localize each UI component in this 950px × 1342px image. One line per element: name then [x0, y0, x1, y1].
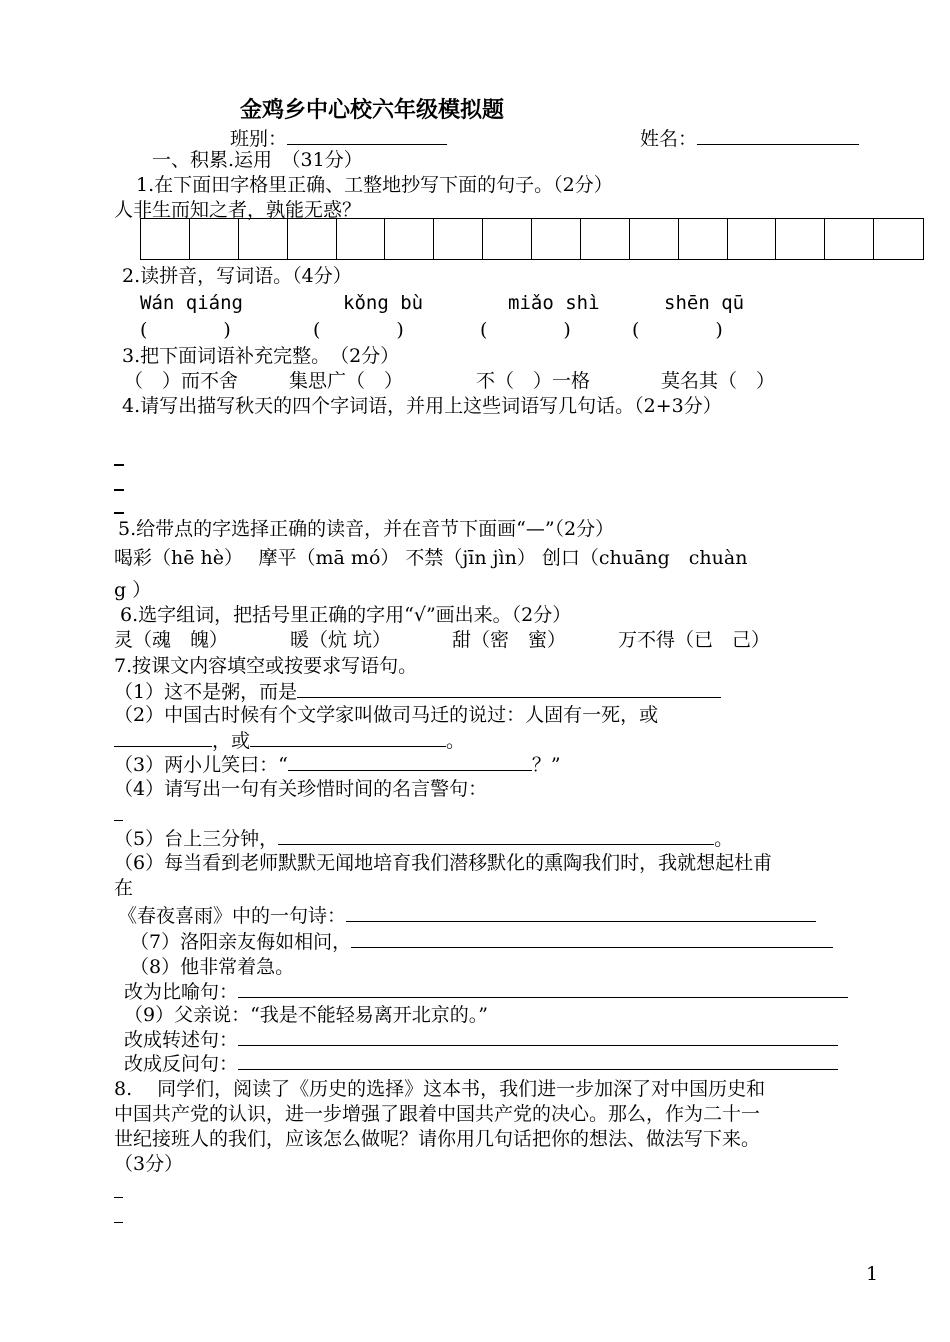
q7-item-3-text: （3）两小儿笑曰：“	[114, 754, 288, 776]
q7-item-3-end: ？”	[531, 754, 561, 776]
q7-item-9c-text: 改成反问句：	[124, 1053, 239, 1075]
question-6: 6.选字组词，把括号里正确的字用“√”画出来。（2分）	[120, 604, 572, 626]
answer-line[interactable]	[114, 512, 124, 514]
answer-bracket[interactable]: ( )	[632, 319, 723, 341]
answer-line[interactable]	[114, 1222, 123, 1223]
answer-line[interactable]	[114, 464, 124, 466]
grid-cell[interactable]	[776, 219, 825, 259]
answer-blank[interactable]	[238, 979, 848, 998]
q7-item-2b-end: 。	[446, 730, 466, 752]
idiom-item[interactable]: 莫名其（ ）	[661, 370, 776, 392]
grid-cell[interactable]	[483, 219, 532, 259]
idiom-item[interactable]: 集思广（ ）	[289, 370, 404, 392]
pinyin-4: shēn qū	[664, 292, 745, 314]
pinyin-2: kǒng bù	[343, 292, 424, 314]
grid-cell[interactable]	[874, 219, 923, 259]
idiom-item[interactable]: 不（ ）一格	[476, 370, 591, 392]
grid-cell[interactable]	[434, 219, 483, 259]
grid-cell[interactable]	[288, 219, 337, 259]
q7-item-1-text: （1）这不是粥，而是	[114, 681, 298, 703]
answer-blank[interactable]	[114, 728, 212, 747]
q7-item-9c	[124, 1051, 838, 1076]
q7-item-7	[130, 929, 833, 954]
answer-blank[interactable]	[297, 679, 721, 698]
choice-item[interactable]: 灵（魂 魄）	[114, 629, 229, 651]
grid-cell[interactable]	[825, 219, 874, 259]
q7-item-6b: 在	[114, 877, 134, 899]
question-4: 4.请写出描写秋天的四个字词语，并用上这些词语写几句话。（2+3分）	[122, 395, 722, 417]
question-8-line4: （3分）	[114, 1153, 184, 1175]
writing-grid[interactable]	[140, 218, 924, 260]
answer-blank[interactable]	[288, 752, 532, 771]
name-field	[640, 126, 859, 151]
question-8-line1: 8. 同学们，阅读了《历史的选择》这本书，我们进一步加深了对中国历史和	[114, 1078, 766, 1100]
answer-blank[interactable]	[250, 728, 446, 747]
answer-bracket[interactable]: ( )	[313, 319, 404, 341]
grid-cell[interactable]	[190, 219, 239, 259]
pinyin-1: Wán qiáng	[140, 292, 243, 314]
question-7: 7.按课文内容填空或按要求写语句。	[114, 655, 418, 677]
question-2: 2.读拼音，写词语。（4分）	[122, 265, 352, 287]
q7-item-5	[114, 826, 733, 851]
q7-item-2a: （2）中国古时候有个文学家叫做司马迁的说过：人固有一死，或	[114, 704, 659, 726]
q7-item-9: （9）父亲说：“我是不能轻易离开北京的。”	[124, 1004, 489, 1026]
grid-cell[interactable]	[581, 219, 630, 259]
class-blank[interactable]	[287, 126, 447, 145]
q7-item-2b-mid: ，或	[212, 730, 251, 752]
name-blank[interactable]	[697, 126, 859, 145]
grid-cell[interactable]	[337, 219, 386, 259]
choice-item[interactable]: 甜（密 蜜）	[452, 629, 567, 651]
answer-blank[interactable]	[238, 1051, 838, 1070]
q7-item-8: （8）他非常着急。	[130, 956, 295, 978]
question-8-line3: 世纪接班人的我们，应该怎么做呢？请你用几句话把你的想法、做法写下来。	[114, 1128, 761, 1150]
answer-blank[interactable]	[351, 929, 833, 948]
q7-item-8b-text: 改为比喻句：	[124, 981, 239, 1003]
page-number: 1	[866, 1263, 879, 1285]
idiom-item[interactable]: （ ）而不舍	[124, 370, 239, 392]
question-8-line2: 中国共产党的认识，进一步增强了跟着中国共产党的决心。那么，作为二十一	[114, 1103, 761, 1125]
answer-blank[interactable]	[346, 903, 816, 922]
choice-item[interactable]: 万不得（已 己）	[618, 629, 771, 651]
question-5-line1: 喝彩（hē hè） 摩平（mā mó） 不禁（jīn jìn） 创口（chuāng chuàn	[114, 547, 748, 569]
grid-cell[interactable]	[141, 219, 190, 259]
q7-item-4: （4）请写出一句有关珍惜时间的名言警句：	[114, 778, 488, 800]
question-5-line2: g ）	[114, 579, 152, 601]
answer-line[interactable]	[114, 820, 123, 821]
grid-cell[interactable]	[679, 219, 728, 259]
grid-cell[interactable]	[385, 219, 434, 259]
q7-item-2b	[114, 728, 465, 753]
q7-item-9b	[124, 1027, 838, 1052]
answer-bracket[interactable]: ( )	[480, 319, 571, 341]
question-1: 1.在下面田字格里正确、工整地抄写下面的句子。（2分）	[136, 174, 613, 196]
name-label: 姓名：	[640, 128, 698, 150]
pinyin-3: miǎo shì	[508, 292, 600, 314]
choice-item[interactable]: 暖（炕 坑）	[290, 629, 392, 651]
q7-item-5-text: （5）台上三分钟，	[114, 828, 279, 850]
grid-cell[interactable]	[728, 219, 777, 259]
q7-item-6a: （6）每当看到老师默默无闻地培育我们潜移默化的熏陶我们时，我就想起杜甫	[114, 852, 773, 874]
answer-bracket[interactable]: ( )	[140, 319, 231, 341]
section-heading: 一、积累.运用 （31分）	[152, 149, 363, 171]
answer-line[interactable]	[114, 1197, 123, 1198]
q7-item-7-text: （7）洛阳亲友侮如相问，	[130, 931, 352, 953]
q7-item-1	[114, 679, 721, 704]
class-label: 班别：	[230, 128, 288, 150]
answer-line[interactable]	[114, 489, 124, 491]
question-1-sentence: 人非生而知之者，孰能无惑？	[114, 199, 362, 221]
q7-item-3	[114, 752, 561, 777]
page-title: 金鸡乡中心校六年级模拟题	[240, 97, 505, 123]
q7-item-8b	[124, 979, 848, 1004]
grid-cell[interactable]	[630, 219, 679, 259]
grid-cell[interactable]	[239, 219, 288, 259]
q7-item-6c	[118, 903, 816, 928]
question-5: 5.给带点的字选择正确的读音，并在音节下面画“—”（2分）	[118, 518, 615, 540]
q7-item-5-end: 。	[714, 828, 734, 850]
q7-item-9b-text: 改成转述句：	[124, 1029, 239, 1051]
question-3: 3.把下面词语补充完整。 （2分）	[122, 345, 400, 367]
answer-blank[interactable]	[278, 826, 714, 845]
answer-blank[interactable]	[238, 1027, 838, 1046]
q7-item-6c-text: 《春夜喜雨》中的一句诗：	[118, 905, 347, 927]
grid-cell[interactable]	[532, 219, 581, 259]
